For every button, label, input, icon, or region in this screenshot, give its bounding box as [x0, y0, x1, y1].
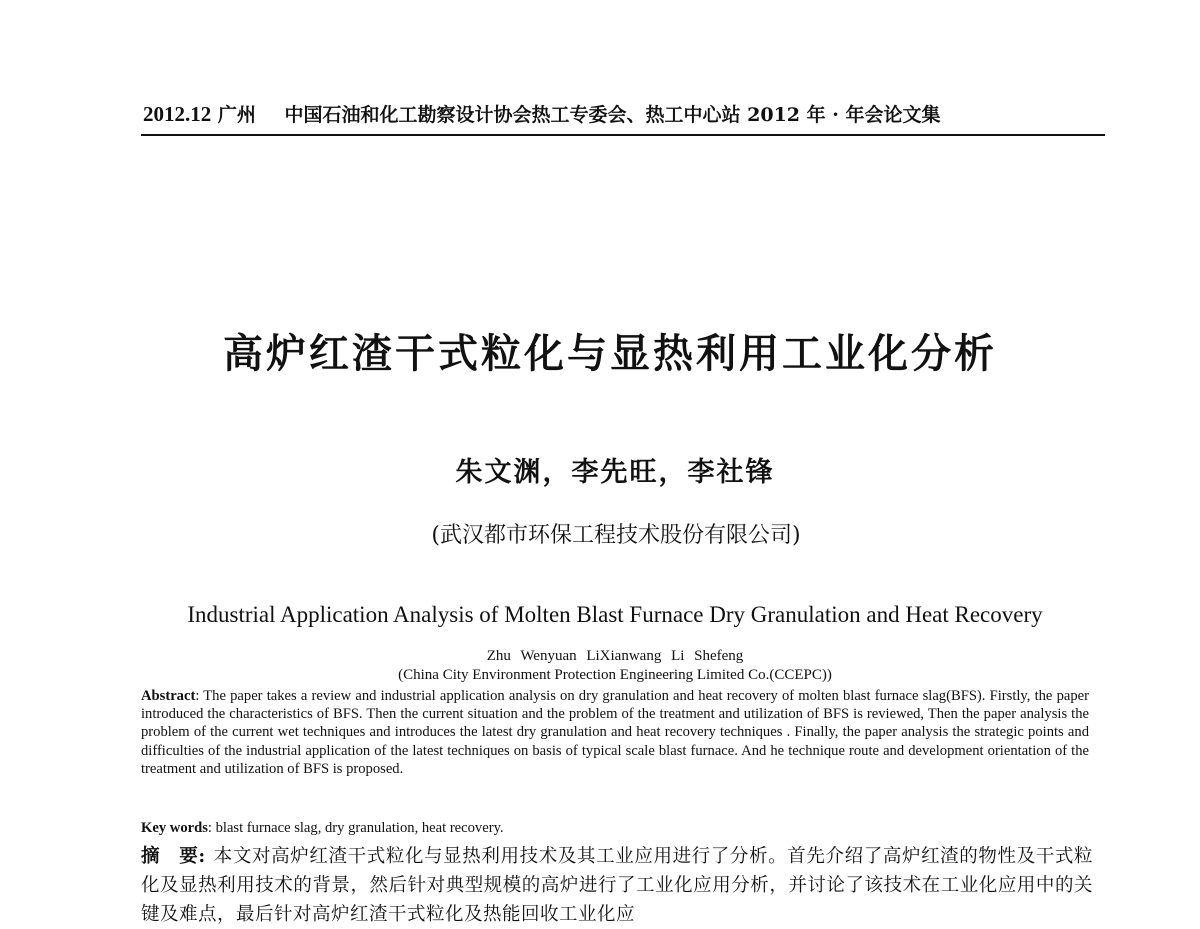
header-proceedings: 中国石油和化工勘察设计协会热工专委会、热工中心站 2012 年 · 年会论文集	[284, 104, 941, 126]
paper-title-en: Industrial Application Analysis of Molten Blast Furnace Dry Granulation and Heat Recovery	[187, 602, 1043, 627]
affiliation-cn: (武汉都市环保工程技术股份有限公司)	[431, 523, 801, 548]
header-rule	[141, 134, 1105, 136]
authors-en: Zhu Wenyuan LiXianwang Li Shefeng	[486, 648, 744, 664]
header-date: 2012.12	[143, 102, 212, 126]
keywords-en-text: : blast furnace slag, dry granulation, heat recovery.	[207, 820, 504, 836]
abstract-en-label: Abstract	[141, 688, 196, 704]
abstract-cn	[141, 842, 1093, 929]
authors-cn: 朱文渊，李先旺，李社锋	[455, 457, 775, 488]
abstract-cn-label: 摘 要:	[141, 846, 206, 867]
running-header	[143, 100, 1091, 127]
affiliation-en: (China City Environment Protection Engineering Limited Co.(CCEPC))	[398, 667, 832, 683]
paper-title-cn: 高炉红渣干式粒化与显热利用工业化分析	[223, 331, 997, 377]
keywords-en	[141, 819, 1089, 837]
keywords-en-label: Key words	[141, 820, 208, 836]
abstract-cn-text: 本文对高炉红渣干式粒化与显热利用技术及其工业应用进行了分析。首先介绍了高炉红渣的物性及干式粒化及显热利用技术的背景，然后针对典型规模的高炉进行了工业化应用分析，并讨论了该技术在工业化应用中的关键及难点，最后针对高炉红渣干式粒化及热能回收工业化应	[141, 846, 1093, 925]
abstract-en-text: : The paper takes a review and industrial application analysis on dry granulation and heat recovery of molten blast furnace slag(BFS). Firstly, the paper introduced the characteristics of BFS. Then the current situation and the problem of the treatment and utilization of BFS is reviewed, Then the paper analysis the problem of the current wet techniques and introduces the latest dry granulation and heat recovery techniques . Finally, the paper analysis the strategic points and difficulties of the industrial application of the latest techniques on basis of typical scale blast furnace. And he technique route and development orientation of the treatment and utilization of BFS is proposed.	[141, 688, 1089, 777]
header-city: 广州	[217, 104, 256, 126]
abstract-en	[141, 687, 1089, 778]
